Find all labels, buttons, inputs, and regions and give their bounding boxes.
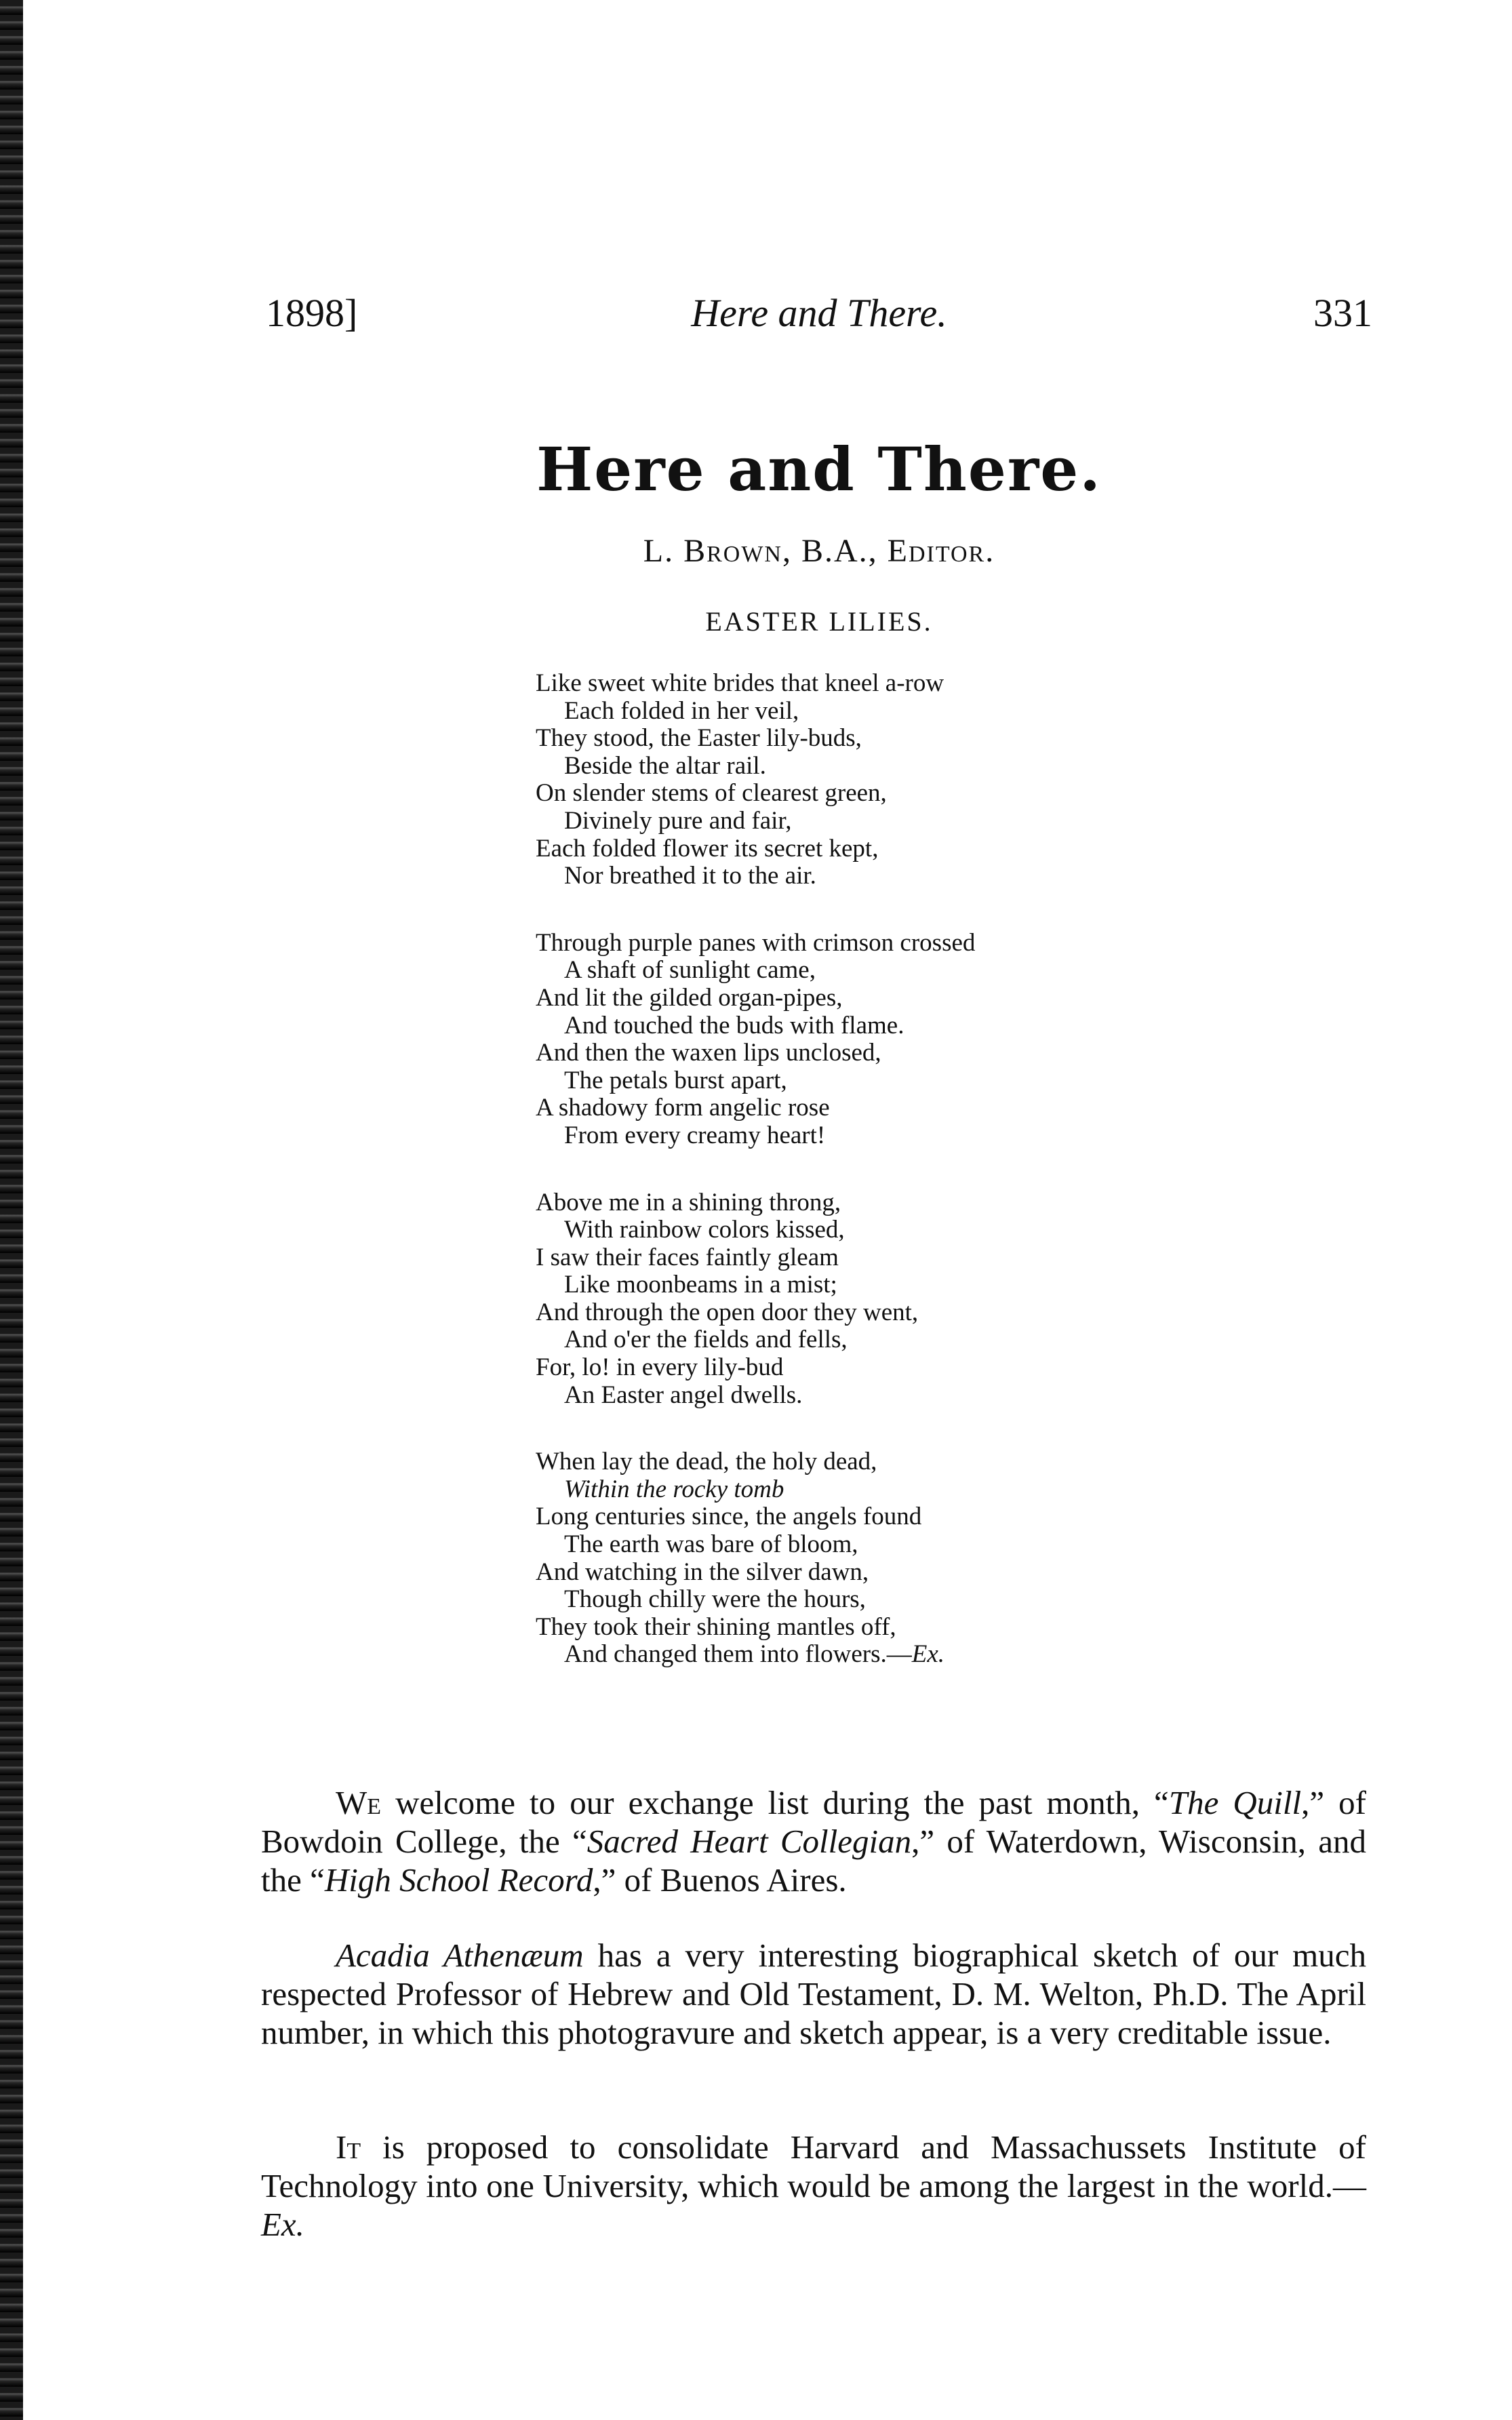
lead-word: We — [336, 1784, 382, 1821]
poem-line: On slender stems of clearest green, — [536, 779, 887, 808]
poem-line: From every creamy heart! — [564, 1121, 826, 1149]
poem-line: Though chilly were the hours, — [564, 1585, 866, 1614]
paragraph-exchange-list — [261, 1783, 1366, 1899]
poem-title: EASTER LILIES. — [705, 606, 933, 637]
text-run: has a very interesting biographical sketch of our much respected Professor of Hebrew and Old Testament, D. M. Welton, Ph.D. The April number, in which this photogravure and sketch appear, is a very creditable issue. — [261, 1937, 1366, 2051]
poem-line: And lit the gilded organ-pipes, — [536, 983, 843, 1012]
lead-word: It — [336, 2128, 361, 2166]
poem-stanza — [536, 1189, 1146, 1410]
poem-line: Like sweet white brides that kneel a-row — [536, 669, 944, 697]
poem-line — [536, 1641, 1146, 1669]
poem-source: Ex. — [911, 1640, 945, 1669]
text-run: welcome to our exchange list during the past month, “ — [381, 1784, 1169, 1821]
poem-line-text: And changed them into flowers.— — [564, 1640, 912, 1669]
running-head-title: Here and There. — [691, 291, 947, 335]
text-run: is proposed to consolidate Harvard and Massachussets Institute of Technology into one University, which would be among the largest in the world.— — [261, 2128, 1366, 2204]
poem-body — [536, 670, 1146, 1669]
publication-title: Acadia Athenæum — [336, 1937, 584, 1974]
poem-line: And touched the buds with flame. — [564, 1011, 904, 1039]
poem-line: The petals burst apart, — [564, 1066, 787, 1094]
running-head-year: 1898] — [266, 291, 358, 335]
publication-title: Sacred Heart Collegian — [586, 1823, 912, 1860]
poem-stanza — [536, 930, 1146, 1150]
poem-line: With rainbow colors kissed, — [564, 1216, 845, 1244]
running-head — [266, 290, 1372, 344]
poem-line: They stood, the Easter lily-buds, — [536, 724, 862, 753]
section-title: Here and There. — [536, 434, 1102, 504]
poem-line: And then the waxen lips unclosed, — [536, 1039, 881, 1067]
poem-stanza — [536, 670, 1146, 890]
paragraph-acadia-athenaeum — [261, 1936, 1366, 2052]
poem-line: And through the open door they went, — [536, 1298, 919, 1326]
poem-line: Through purple panes with crimson crossed — [536, 928, 976, 957]
poem-line: Nor breathed it to the air. — [564, 862, 816, 890]
poem-line: Divinely pure and fair, — [564, 806, 792, 835]
poem-line: An Easter angel dwells. — [564, 1381, 803, 1409]
text-run: ,” of Buenos Aires. — [593, 1861, 847, 1899]
poem-line: Beside the altar rail. — [564, 751, 766, 780]
page-number: 331 — [1313, 291, 1372, 335]
poem-stanza — [536, 1448, 1146, 1669]
poem-line: Long centuries since, the angels found — [536, 1503, 922, 1531]
publication-title: High School Record — [324, 1861, 593, 1899]
page-binding-edge — [0, 0, 23, 2420]
poem-line: They took their shining mantles off, — [536, 1612, 896, 1641]
poem-line: A shaft of sunlight came, — [564, 956, 816, 985]
source-abbreviation: Ex. — [261, 2206, 304, 2243]
poem-line: Above me in a shining throng, — [536, 1188, 841, 1216]
poem-line: And watching in the silver dawn, — [536, 1558, 869, 1586]
text-run: ,” of Bowdoin College, the “ — [261, 1784, 1366, 1860]
poem-line: When lay the dead, the holy dead, — [536, 1448, 877, 1476]
poem-line: I saw their faces faintly gleam — [536, 1243, 839, 1271]
poem-line-text: Within the rocky tomb — [564, 1475, 784, 1503]
editor-credit: L. Brown, B.A., Editor. — [643, 533, 995, 569]
text-run: ,” of Waterdown, Wisconsin, and the “ — [261, 1823, 1367, 1899]
poem-line: A shadowy form angelic rose — [536, 1094, 830, 1122]
poem-line — [536, 1476, 1146, 1504]
poem-line: Like moonbeams in a mist; — [564, 1271, 837, 1299]
poem-line: And o'er the fields and fells, — [564, 1326, 848, 1354]
paragraph-harvard-mit — [261, 2128, 1366, 2244]
poem-line: For, lo! in every lily-bud — [536, 1353, 784, 1382]
publication-title: The Quill — [1168, 1784, 1302, 1821]
poem-line: Each folded flower its secret kept, — [536, 834, 879, 862]
poem-line: The earth was bare of bloom, — [564, 1530, 858, 1559]
poem-line: Each folded in her veil, — [564, 696, 799, 725]
